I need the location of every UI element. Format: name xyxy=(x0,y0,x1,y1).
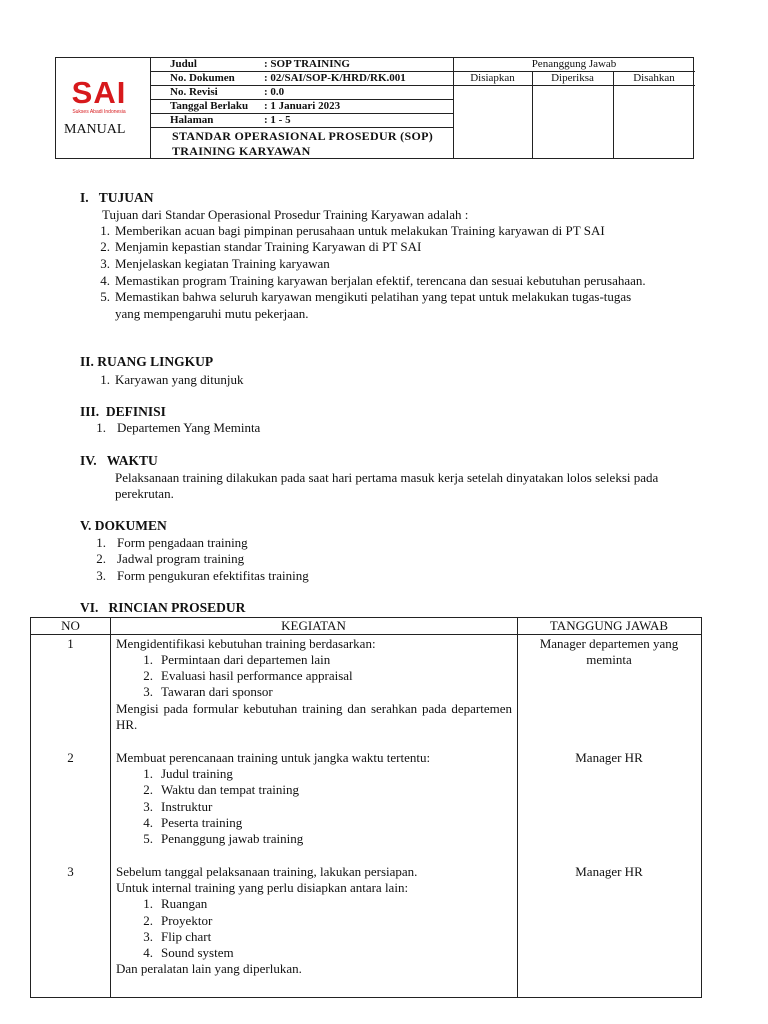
dokumen-item: Form pengukuran efektifitas training xyxy=(117,568,309,583)
table-column-divider xyxy=(110,618,111,997)
list-number: 4. xyxy=(100,273,110,288)
waktu-text-line2: perekrutan. xyxy=(115,486,174,501)
kegiatan-item: Ruangan xyxy=(161,896,208,911)
table-header-kegiatan: KEGIATAN xyxy=(281,618,346,633)
meta-label-judul: Judul xyxy=(170,58,197,70)
meta-label-no-revisi: No. Revisi xyxy=(170,86,218,98)
kegiatan-item: Instruktur xyxy=(161,799,213,814)
kegiatan-item: Penanggung jawab training xyxy=(161,831,304,846)
list-number: 3. xyxy=(96,568,106,583)
header-rule xyxy=(150,85,695,86)
kegiatan-item: Flip chart xyxy=(161,929,212,944)
kegiatan-item: Sound system xyxy=(161,945,234,960)
list-number: 4. xyxy=(143,815,153,830)
section-heading-dokumen: V. DOKUMEN xyxy=(80,518,167,533)
company-logo xyxy=(68,76,130,116)
tujuan-intro: Tujuan dari Standar Operasional Prosedur Training Karyawan adalah : xyxy=(102,207,469,222)
table-row-kegiatan-intro2: Untuk internal training yang perlu disiapkan antara lain: xyxy=(116,880,409,895)
list-number: 1. xyxy=(96,535,106,550)
table-row-kegiatan-outro: Dan peralatan lain yang diperlukan. xyxy=(116,961,302,976)
meta-value-halaman: : 1 - 5 xyxy=(264,114,291,126)
table-row-no: 1 xyxy=(67,636,74,651)
list-number: 3. xyxy=(143,799,153,814)
table-header-no: NO xyxy=(61,618,80,633)
table-column-divider xyxy=(517,618,518,997)
list-number: 2. xyxy=(143,668,153,683)
tujuan-item: Memberikan acuan bagi pimpinan perusahaan untuk melakukan Training karyawan di PT SAI xyxy=(115,223,605,238)
table-row-kegiatan-intro: Membuat perencanaan training untuk jangka waktu tertentu: xyxy=(116,750,431,765)
kegiatan-item: Tawaran dari sponsor xyxy=(161,684,273,699)
table-row-no: 2 xyxy=(67,750,74,765)
list-number: 1. xyxy=(143,766,153,781)
document-header-table xyxy=(55,57,694,159)
table-row-kegiatan-intro: Sebelum tanggal pelaksanaan training, lakukan persiapan. xyxy=(116,864,418,879)
dokumen-item: Form pengadaan training xyxy=(117,535,248,550)
responsibility-title: Penanggung Jawab xyxy=(531,58,617,70)
waktu-text-line1: Pelaksanaan training dilakukan pada saat hari pertama masuk kerja setelah dinyatakan lolos seleksi pada xyxy=(115,470,659,485)
ruang-lingkup-item: Karyawan yang ditunjuk xyxy=(115,372,244,387)
responsibility-diperiksa: Diperiksa xyxy=(551,72,594,84)
list-number: 1. xyxy=(100,372,110,387)
section-heading-tujuan: I. TUJUAN xyxy=(80,190,154,205)
tujuan-item: Memastikan bahwa seluruh karyawan mengikuti pelatihan yang tepat untuk melakukan tugas-tugas xyxy=(115,289,632,304)
responsibility-disiapkan: Disiapkan xyxy=(470,72,515,84)
meta-label-halaman: Halaman xyxy=(170,114,214,126)
list-number: 2. xyxy=(143,782,153,797)
table-header-tanggung-jawab: TANGGUNG JAWAB xyxy=(549,618,669,633)
list-number: 4. xyxy=(143,945,153,960)
tujuan-item: Menjelaskan kegiatan Training karyawan xyxy=(115,256,330,271)
meta-label-tanggal-berlaku: Tanggal Berlaku xyxy=(170,100,249,112)
list-number: 3. xyxy=(100,256,110,271)
meta-value-no-dokumen: : 02/SAI/SOP-K/HRD/RK.001 xyxy=(264,72,406,84)
logo-text: SAI xyxy=(71,75,127,110)
list-number: 1. xyxy=(143,652,153,667)
list-number: 3. xyxy=(143,684,153,699)
tujuan-item: Menjamin kepastian standar Training Karyawan di PT SAI xyxy=(115,239,422,254)
list-number: 2. xyxy=(96,551,106,566)
meta-value-no-revisi: : 0.0 xyxy=(264,86,285,98)
logo-subtitle: Sukses Abadi Indonesia xyxy=(72,109,126,115)
section-heading-waktu: IV. WAKTU xyxy=(80,453,158,468)
tujuan-item: Memastikan program Training karyawan berjalan efektif, terencana dan sesuai kebutuhan perusahaan. xyxy=(115,273,646,288)
header-divider xyxy=(150,58,151,158)
responsibility-disahkan: Disahkan xyxy=(633,72,675,84)
list-number: 1. xyxy=(96,420,106,435)
table-row-no: 3 xyxy=(67,864,74,879)
table-row-kegiatan-outro: Mengisi pada formular kebutuhan training dan serahkan pada departemen HR. xyxy=(116,701,512,733)
table-row-kegiatan-intro: Mengidentifikasi kebutuhan training berdasarkan: xyxy=(116,636,376,651)
kegiatan-item: Judul training xyxy=(161,766,233,781)
document-type: MANUAL xyxy=(64,122,126,137)
definisi-item: Departemen Yang Meminta xyxy=(117,420,261,435)
list-number: 5. xyxy=(100,289,110,304)
table-row-tanggung-jawab: Manager HR xyxy=(575,750,643,765)
list-number: 2. xyxy=(100,239,110,254)
section-heading-ruang-lingkup: II. RUANG LINGKUP xyxy=(80,354,214,369)
kegiatan-item: Proyektor xyxy=(161,913,213,928)
list-number: 1. xyxy=(100,223,110,238)
list-number: 2. xyxy=(143,913,153,928)
kegiatan-item: Waktu dan tempat training xyxy=(161,782,299,797)
table-row-tanggung-jawab: Manager departemen yang meminta xyxy=(539,636,679,668)
kegiatan-item: Evaluasi hasil performance appraisal xyxy=(161,668,353,683)
tujuan-item-continued: yang mempengaruhi mutu pekerjaan. xyxy=(115,306,309,321)
list-number: 1. xyxy=(143,896,153,911)
header-rule xyxy=(150,127,453,128)
document-title-line2: TRAINING KARYAWAN xyxy=(172,144,311,158)
list-number: 5. xyxy=(143,831,153,846)
section-heading-rincian-prosedur: VI. RINCIAN PROSEDUR xyxy=(80,600,246,615)
kegiatan-item: Peserta training xyxy=(161,815,243,830)
kegiatan-item: Permintaan dari departemen lain xyxy=(161,652,331,667)
table-row-tanggung-jawab: Manager HR xyxy=(575,864,643,879)
procedure-table xyxy=(30,617,702,998)
dokumen-item: Jadwal program training xyxy=(117,551,245,566)
document-title-line1: STANDAR OPERASIONAL PROSEDUR (SOP) xyxy=(172,129,434,143)
meta-label-no-dokumen: No. Dokumen xyxy=(170,72,235,84)
meta-value-judul: : SOP TRAINING xyxy=(264,58,350,70)
section-heading-definisi: III. DEFINISI xyxy=(80,404,166,419)
list-number: 3. xyxy=(143,929,153,944)
meta-value-tanggal-berlaku: : 1 Januari 2023 xyxy=(264,100,341,112)
